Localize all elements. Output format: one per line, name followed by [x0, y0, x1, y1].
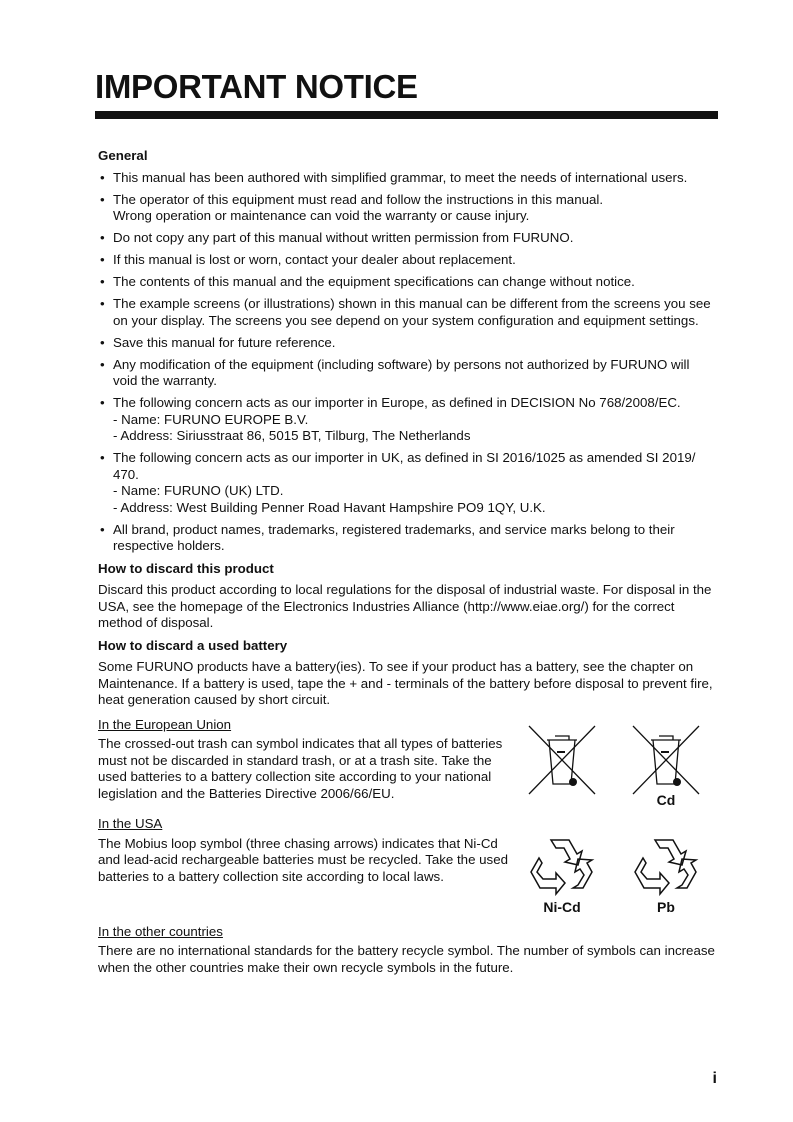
- list-item-text: Do not copy any part of this manual without written permission from FURUNO.: [113, 230, 574, 245]
- list-item: [98, 395, 716, 445]
- recycle-pb-icon: Pb: [626, 836, 706, 916]
- bullet-icon: •: [100, 356, 105, 372]
- list-item: [98, 252, 716, 269]
- list-item: [98, 192, 716, 225]
- list-item-text: The following concern acts as our importer in Europe, as defined in DECISION No 768/2008/EC.: [113, 395, 681, 410]
- list-item: [98, 450, 716, 516]
- bullet-icon: •: [100, 521, 105, 537]
- list-item: [98, 296, 716, 329]
- list-item: [98, 230, 716, 247]
- bullet-icon: •: [100, 334, 105, 350]
- usa-text: The Mobius loop symbol (three chasing arrows) indicates that Ni-Cd and lead-acid rechargeable batteries must be recycled. Take the used batteries to a battery collection site according to local laws.: [98, 835, 508, 884]
- list-item-text: All brand, product names, trademarks, registered trademarks, and service marks belong to their respective holders.: [113, 521, 675, 553]
- list-item: [98, 357, 716, 390]
- cd-label: Cd: [656, 791, 676, 808]
- bullet-icon: •: [100, 296, 105, 311]
- recycle-nicd-icon: Ni-Cd: [522, 836, 602, 916]
- list-item-subline: Wrong operation or maintenance can void the warranty or cause injury.: [113, 208, 530, 223]
- page-number: i: [712, 1070, 717, 1087]
- list-item-text: The contents of this manual and the equipment specifications can change without notice.: [113, 274, 635, 289]
- list-item: [98, 170, 716, 187]
- bullet-icon: •: [100, 395, 105, 410]
- other-text: There are no international standards for the battery recycle symbol. The number of symbols can increase when the other countries make their own recycle symbols in the future.: [98, 943, 715, 975]
- discard-battery-text: Some FURUNO products have a battery(ies). To see if your product has a battery, see the chapter on Maintenance. If a battery is used, tape the + and - terminals of the battery before disposal to prevent fire, heat generation caused by short circuit.: [98, 659, 713, 707]
- discard-product-heading: How to discard this product: [98, 560, 274, 576]
- list-item: [98, 335, 716, 352]
- list-item-text: The following concern acts as our importer in UK, as defined in SI 2016/1025 as amended SI 2019/ 470.: [113, 450, 696, 482]
- list-item-text: The example screens (or illustrations) shown in this manual can be different from the screens you see on your display. The screens you see depend on your system configuration and equipment settings.: [113, 296, 711, 328]
- list-item: [98, 274, 716, 291]
- eu-text: The crossed-out trash can symbol indicates that all types of batteries must not be discarded in standard trash, or at a trash site. Take the used batteries to a battery collection site according to your national legislation and the Batteries Directive 2006/66/EU.: [98, 736, 503, 801]
- usa-heading: In the USA: [98, 816, 163, 831]
- bullet-icon: •: [100, 450, 105, 465]
- eu-heading: In the European Union: [98, 716, 232, 732]
- list-item-subline: - Address: Siriusstraat 86, 5015 BT, Tilburg, The Netherlands: [113, 428, 471, 443]
- list-item-text: Save this manual for future reference.: [113, 334, 336, 350]
- bullet-icon: •: [100, 252, 105, 267]
- list-item-text: Any modification of the equipment (including software) by persons not authorized by FURUNO will void the warranty.: [113, 356, 690, 388]
- general-heading: General: [98, 148, 148, 163]
- list-item-text: The operator of this equipment must read and follow the instructions in this manual.: [113, 191, 604, 207]
- list-item-subline: - Name: FURUNO EUROPE B.V.: [113, 411, 309, 427]
- other-heading: In the other countries: [98, 923, 223, 939]
- crossed-trash-cd-icon: [626, 724, 706, 808]
- general-list: [98, 170, 716, 555]
- page-title: IMPORTANT NOTICE: [95, 68, 418, 105]
- crossed-trash-icon: [522, 724, 602, 808]
- list-item: [98, 522, 716, 555]
- bullet-icon: •: [100, 230, 105, 245]
- bullet-icon: •: [100, 274, 105, 289]
- bullet-icon: •: [100, 191, 105, 207]
- discard-battery-heading: How to discard a used battery: [98, 637, 288, 653]
- bullet-icon: •: [100, 169, 105, 185]
- content: [98, 148, 716, 982]
- list-item-subline: - Address: West Building Penner Road Havant Hampshire PO9 1QY, U.K.: [113, 499, 546, 515]
- discard-product-text: Discard this product according to local regulations for the disposal of industrial waste. For disposal in the USA, see the homepage of the Electronics Industries Alliance (http://www.eiae.org/) for the correct method of disposal.: [98, 582, 712, 630]
- list-item-subline: - Name: FURUNO (UK) LTD.: [113, 483, 284, 498]
- title-rule: [95, 111, 718, 119]
- list-item-text: This manual has been authored with simplified grammar, to meet the needs of international users.: [113, 169, 688, 185]
- list-item-text: If this manual is lost or worn, contact your dealer about replacement.: [113, 252, 516, 267]
